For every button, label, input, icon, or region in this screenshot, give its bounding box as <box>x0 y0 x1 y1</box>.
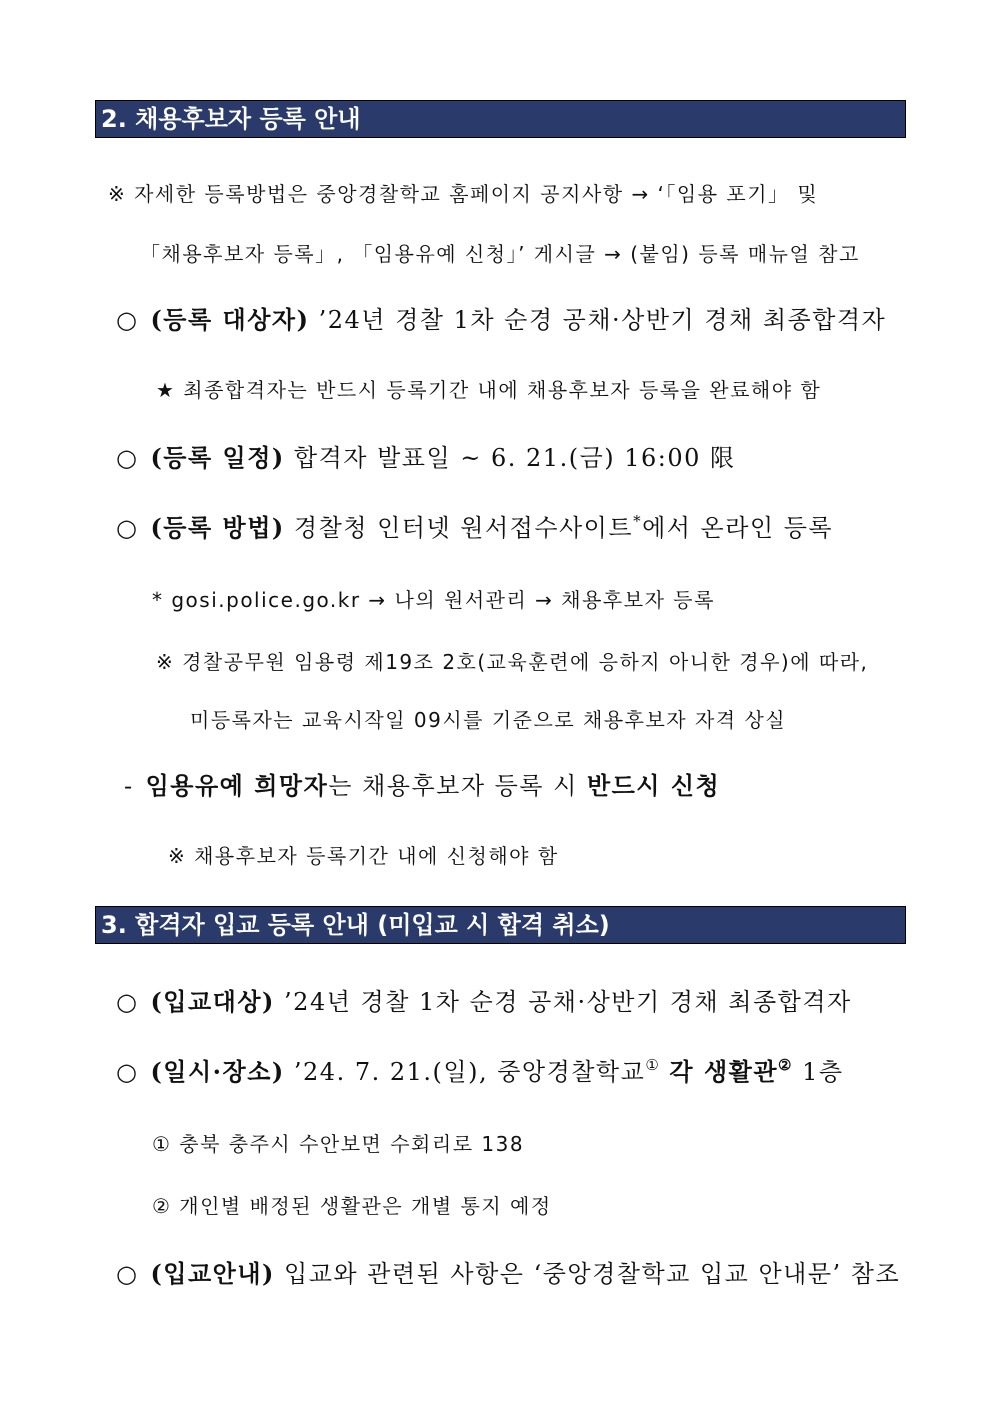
footnote-marker-1: ① <box>645 1056 661 1074</box>
registration-target-item <box>116 300 886 335</box>
item-text: ’24년 경찰 1차 순경 공채·상반기 경채 최종합격자 <box>284 988 852 1016</box>
star-note: ★ 최종합격자는 반드시 등록기간 내에 채용후보자 등록을 완료해야 함 <box>156 378 822 402</box>
item-label: (입교안내) <box>150 1259 275 1288</box>
item-text-after: 1층 <box>802 1058 844 1086</box>
dash-bullet: - <box>124 772 134 800</box>
registration-method-note-line-1: ※ 자세한 등록방법은 중앙경찰학교 홈페이지 공지사항 → ‘「임용 포기」 및 <box>108 182 819 206</box>
bullet-circle: ○ <box>116 1260 139 1288</box>
deferral-note: ※ 채용후보자 등록기간 내에 신청해야 함 <box>168 844 559 868</box>
registration-method-item <box>116 508 833 543</box>
rule-note-line-2: 미등록자는 교육시작일 09시를 기준으로 채용후보자 자격 상실 <box>190 708 787 732</box>
section-3-header: 3. 합격자 입교 등록 안내 (미입교 시 합격 취소) <box>95 906 906 944</box>
dormitory-note: ② 개인별 배정된 생활관은 개별 통지 예정 <box>152 1194 552 1218</box>
registration-method-note-line-2: 「채용후보자 등록」, 「임용유예 신청」’ 게시글 → (붙임) 등록 매뉴얼 참고 <box>140 242 860 266</box>
item-text: 입교와 관련된 사항은 ‘중앙경찰학교 입교 안내문’ 참조 <box>284 1260 901 1288</box>
item-text: ’24. 7. 21.(일), 중앙경찰학교 <box>293 1058 646 1086</box>
section-2-header: 2. 채용후보자 등록 안내 <box>95 100 906 138</box>
footnote-marker-2: ② <box>778 1056 793 1074</box>
address-note: ① 충북 충주시 수안보면 수회리로 138 <box>152 1132 525 1156</box>
footnote-marker: * <box>633 512 643 530</box>
entry-target-item <box>116 982 852 1017</box>
item-text: 합격자 발표일 ~ 6. 21.(금) 16:00 限 <box>293 444 736 472</box>
bullet-circle: ○ <box>116 444 139 472</box>
item-label: (일시·장소) <box>150 1057 285 1086</box>
registration-schedule-item <box>116 438 736 473</box>
dormitory-bold: 각 생활관 <box>669 1057 778 1086</box>
deferral-text: 는 채용후보자 등록 시 <box>328 772 587 800</box>
item-text: ’24년 경찰 1차 순경 공채·상반기 경채 최종합격자 <box>318 306 887 334</box>
bullet-circle: ○ <box>116 1058 139 1086</box>
bullet-circle: ○ <box>116 514 139 542</box>
bullet-circle: ○ <box>116 306 139 334</box>
item-label: (등록 방법) <box>150 513 285 542</box>
entry-datetime-item <box>116 1052 844 1087</box>
deferral-bold-1: 임용유예 희망자 <box>145 771 329 800</box>
deferral-item <box>124 766 720 801</box>
site-footnote: * gosi.police.go.kr → 나의 원서관리 → 채용후보자 등록 <box>152 588 715 612</box>
item-label: (등록 일정) <box>150 443 285 472</box>
bullet-circle: ○ <box>116 988 139 1016</box>
item-text-after: 에서 온라인 등록 <box>642 514 834 542</box>
item-label: (등록 대상자) <box>150 305 310 334</box>
deferral-bold-2: 반드시 신청 <box>586 771 721 800</box>
item-label: (입교대상) <box>150 987 275 1016</box>
item-text: 경찰청 인터넷 원서접수사이트 <box>293 514 634 542</box>
rule-note-line-1: ※ 경찰공무원 임용령 제19조 2호(교육훈련에 응하지 아니한 경우)에 따라, <box>156 650 869 674</box>
entry-guide-item <box>116 1254 900 1289</box>
